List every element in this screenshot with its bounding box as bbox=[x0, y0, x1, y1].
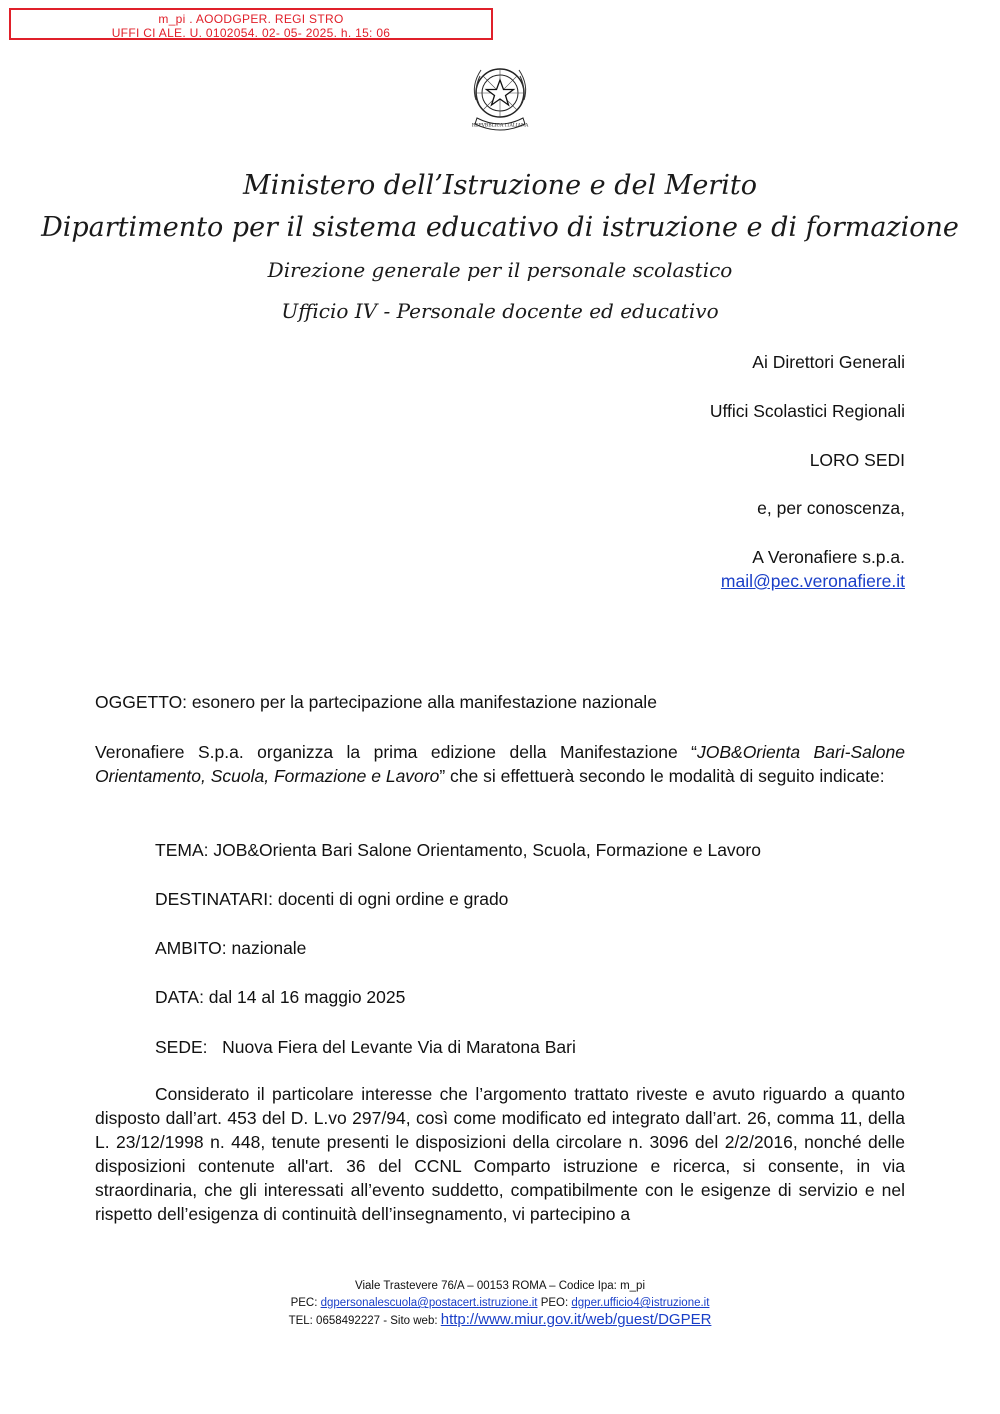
protocol-stamp-line2: UFFI CI ALE. U. 0102054. 02- 05- 2025. h. 15: 06 bbox=[111, 26, 391, 40]
footer-tel-web bbox=[0, 1312, 1000, 1329]
pec-email-link[interactable]: dgpersonalescuola@postacert.istruzione.it bbox=[320, 1297, 538, 1309]
tel-label: TEL: 0658492227 - Sito web: bbox=[288, 1315, 438, 1327]
ministry-title: Ministero dell’Istruzione e del Merito bbox=[243, 170, 757, 201]
detail-ambito: AMBITO: nazionale bbox=[155, 938, 307, 958]
detail-sede: SEDE: Nuova Fiera del Levante Via di Maratona Bari bbox=[155, 1037, 576, 1057]
department-title: Dipartimento per il sistema educativo di istruzione e di formazione bbox=[41, 212, 959, 243]
cc-email bbox=[721, 569, 905, 593]
pec-label: PEC: bbox=[290, 1297, 318, 1309]
event-name: JOB&Orienta Bari-Salone Orientamento, Scuola, Formazione e Lavoro bbox=[95, 742, 905, 786]
intro-part-1: Veronafiere S.p.a. organizza la prima edizione della Manifestazione “ bbox=[95, 742, 697, 762]
protocol-stamp-line1: m_pi . AOODGPER. REGI STRO bbox=[158, 12, 344, 26]
intro-part-2: ” che si effettuerà secondo le modalità di seguito indicate: bbox=[439, 766, 885, 786]
recipient-line-2: Uffici Scolastici Regionali bbox=[709, 401, 905, 421]
office-title: Ufficio IV - Personale docente ed educativo bbox=[281, 299, 719, 323]
svg-text:REPVBBLICA ITALIANA: REPVBBLICA ITALIANA bbox=[471, 123, 529, 129]
protocol-stamp bbox=[9, 8, 493, 40]
subject-line: OGGETTO: esonero per la partecipazione alla manifestazione nazionale bbox=[95, 692, 657, 712]
recipient-line-3: LORO SEDI bbox=[809, 450, 905, 470]
intro-paragraph bbox=[95, 740, 905, 788]
cc-recipient: A Veronafiere s.p.a. bbox=[752, 547, 905, 567]
detail-data: DATA: dal 14 al 16 maggio 2025 bbox=[155, 987, 406, 1007]
recipient-line-1: Ai Direttori Generali bbox=[752, 352, 905, 372]
detail-destinatari: DESTINATARI: docenti di ogni ordine e grado bbox=[155, 889, 509, 909]
cc-email-link[interactable]: mail@pec.veronafiere.it bbox=[720, 571, 905, 591]
footer-address: Viale Trastevere 76/A – 00153 ROMA – Codice Ipa: m_pi bbox=[354, 1280, 645, 1292]
republic-emblem-icon bbox=[467, 60, 533, 134]
peo-email-link[interactable]: dgper.ufficio4@istruzione.it bbox=[571, 1297, 710, 1309]
cc-label: e, per conoscenza, bbox=[757, 498, 905, 518]
footer-contacts bbox=[0, 1295, 1000, 1311]
directorate-title: Direzione generale per il personale scolastico bbox=[267, 258, 733, 282]
body-paragraph: Considerato il particolare interesse che l’argomento trattato riveste e avuto riguardo a quanto disposto dall’art. 453 del D. L.vo 297/94, così come modificato ed integrato dall’art. 26, comma 11, della L. 23/12/1998 n. 448, tenute presenti le disposizioni della circolare n. 3096 del 2/2/2016, nonché delle disposizioni contenute all'art. 36 del CCNL Comparto istruzione e ricerca, si consente, in via straordinaria, che gli interessati all’evento suddetto, compatibilmente con le esigenze di servizio e nel rispetto dell’esigenza di continuità dell’insegnamento, vi partecipino a bbox=[95, 1084, 905, 1224]
website-link[interactable]: http://www.miur.gov.it/web/guest/DGPER bbox=[440, 1311, 712, 1328]
peo-label: PEO: bbox=[540, 1297, 569, 1309]
detail-tema: TEMA: JOB&Orienta Bari Salone Orientamento, Scuola, Formazione e Lavoro bbox=[155, 840, 761, 860]
